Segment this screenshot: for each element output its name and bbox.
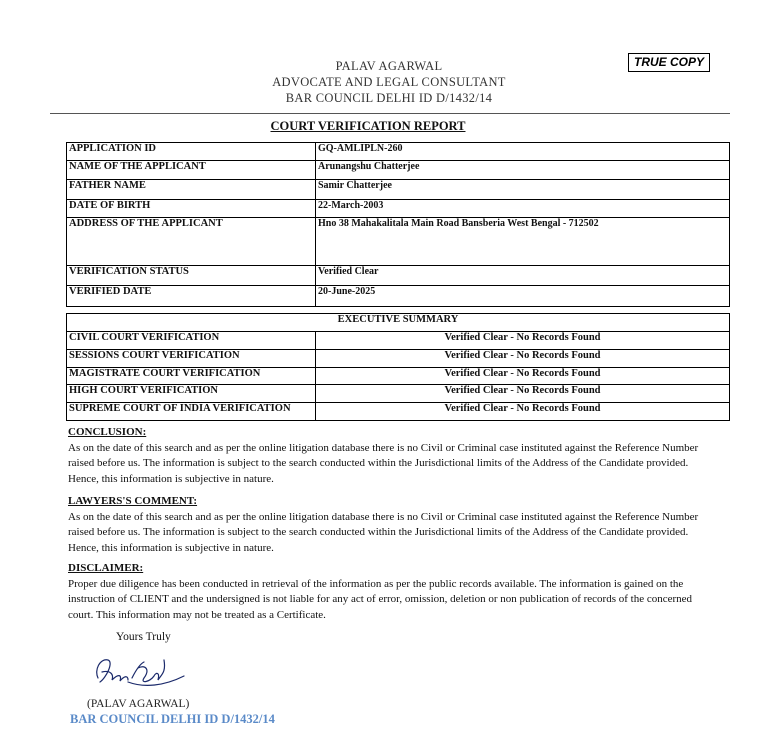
verification-status-label: VERIFICATION STATUS (67, 266, 316, 286)
sessions-court-value: Verified Clear - No Records Found (316, 350, 730, 368)
lawyers-comment-text: As on the date of this search and as per the online litigation database there is no Civil or Criminal case instituted against the Reference Number raised before us. The information is subject to the search conducted within the Jurisdictional limits of the Address of the Candidate provided. Hence, this information is subjective in nature. (68, 510, 699, 554)
advocate-bar-id: BAR COUNCIL DELHI ID D/1432/14 (285, 91, 493, 105)
executive-summary-table (66, 313, 730, 421)
header-divider (50, 113, 730, 114)
high-court-value: Verified Clear - No Records Found (316, 385, 730, 403)
conclusion-title: CONCLUSION: (68, 426, 147, 438)
civil-court-label: CIVIL COURT VERIFICATION (67, 332, 316, 350)
advocate-name: PALAV AGARWAL (335, 59, 443, 73)
applicant-details-table (66, 142, 730, 307)
magistrate-court-label: MAGISTRATE COURT VERIFICATION (67, 368, 316, 385)
disclaimer-section (68, 561, 718, 623)
lawyers-comment-section (68, 494, 718, 556)
verified-date-value: 20-June-2025 (316, 286, 730, 307)
disclaimer-title: DISCLAIMER: (68, 562, 144, 574)
conclusion-section (68, 425, 718, 487)
signatory-bar-id: BAR COUNCIL DELHI ID D/1432/14 (70, 712, 275, 726)
true-copy-stamp: TRUE COPY (628, 53, 710, 72)
signatory-name: (PALAV AGARWAL) (87, 698, 190, 710)
dob-value: 22-March-2003 (316, 200, 730, 218)
verified-date-label: VERIFIED DATE (67, 286, 316, 307)
yours-truly: Yours Truly (116, 631, 171, 643)
supreme-court-value: Verified Clear - No Records Found (316, 403, 730, 421)
address-label: ADDRESS OF THE APPLICANT (67, 218, 316, 266)
high-court-label: HIGH COURT VERIFICATION (67, 385, 316, 403)
advocate-title: ADVOCATE AND LEGAL CONSULTANT (272, 75, 506, 89)
signature-image (88, 648, 188, 694)
applicant-name-value: Arunangshu Chatterjee (316, 161, 730, 180)
sessions-court-label: SESSIONS COURT VERIFICATION (67, 350, 316, 368)
civil-court-value: Verified Clear - No Records Found (316, 332, 730, 350)
lawyers-comment-title: LAWYERS'S COMMENT: (68, 495, 198, 507)
supreme-court-label: SUPREME COURT OF INDIA VERIFICATION (67, 403, 316, 421)
father-name-label: FATHER NAME (67, 180, 316, 200)
magistrate-court-value: Verified Clear - No Records Found (316, 368, 730, 385)
disclaimer-text: Proper due diligence has been conducted in retrieval of the information as per the public records available. The information is gained on the instruction of CLIENT and the undersigned is not liable for any act of error, omission, deletion or non publication of records of the concerned court. This information may not be treated as a Certificate. (68, 577, 693, 621)
father-name-value: Samir Chatterjee (316, 180, 730, 200)
executive-summary-heading: EXECUTIVE SUMMARY (67, 314, 730, 332)
applicant-name-label: NAME OF THE APPLICANT (67, 161, 316, 180)
dob-label: DATE OF BIRTH (67, 200, 316, 218)
conclusion-text: As on the date of this search and as per the online litigation database there is no Civil or Criminal case instituted against the Reference Number raised before us. The information is subject to the search conducted within the Jurisdictional limits of the Address of the Candidate provided. Hence, this information is subjective in nature. (68, 441, 699, 485)
application-id-value: GQ-AMLIPLN-260 (316, 143, 730, 161)
application-id-label: APPLICATION ID (67, 143, 316, 161)
verification-status-value: Verified Clear (316, 266, 730, 286)
report-title: COURT VERIFICATION REPORT (270, 119, 466, 133)
address-value: Hno 38 Mahakalitala Main Road Bansberia West Bengal - 712502 (316, 218, 730, 266)
